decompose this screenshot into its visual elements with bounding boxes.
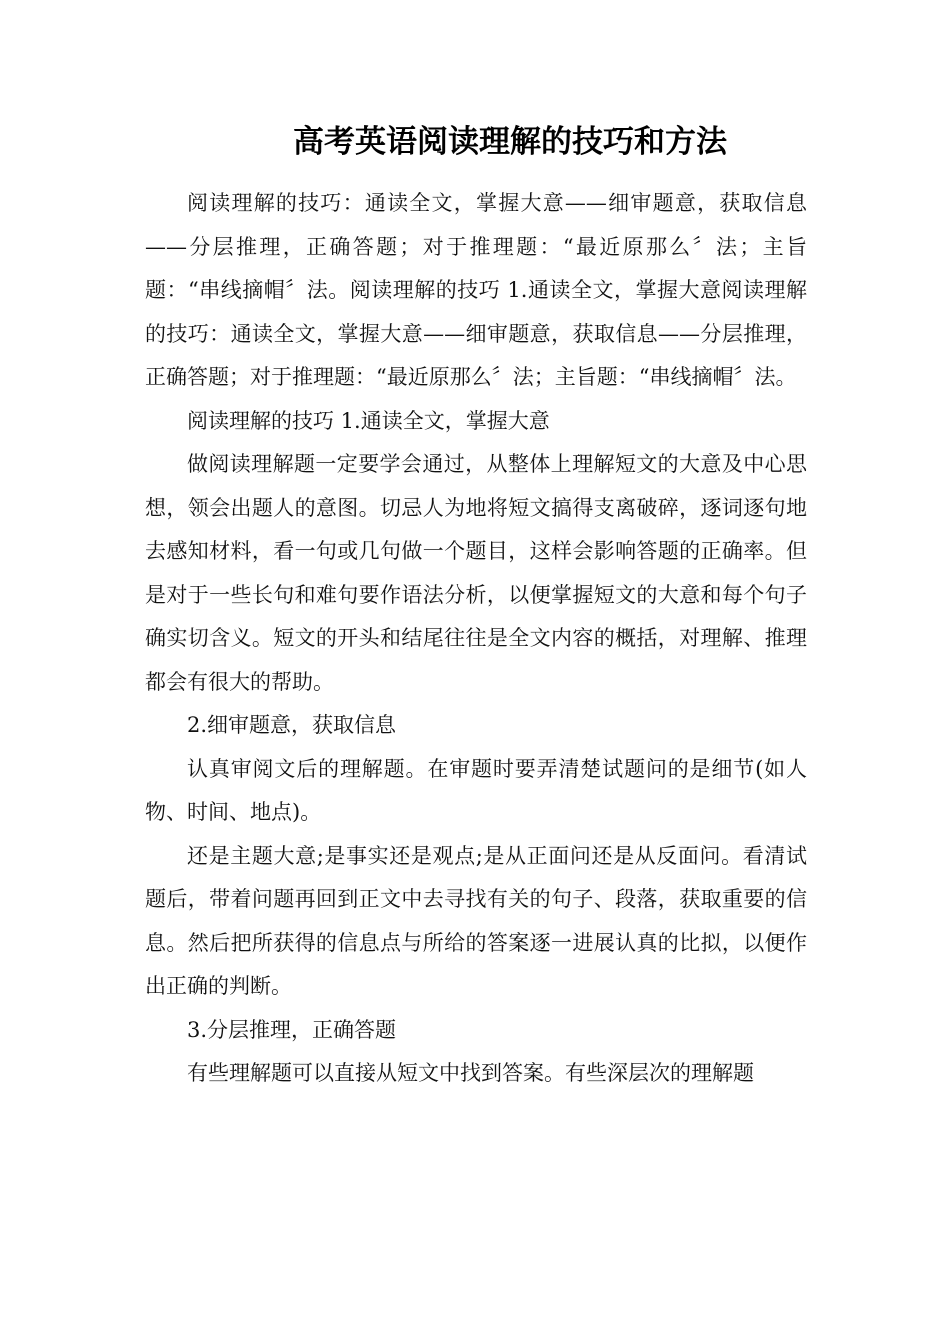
paragraph: 认真审阅文后的理解题。在审题时要弄清楚试题问的是细节(如人物、时间、地点)。	[145, 756, 807, 824]
document-title: 高考英语阅读理解的技巧和方法	[293, 124, 727, 160]
paragraph: 还是主题大意;是事实还是观点;是从正面问还是从反面问。看清试题后，带着问题再回到正文中去寻找有关的句子、段落，获取重要的信息。然后把所获得的信息点与所给的答案逐一进展认真的比拟，以便作出正确的判断。	[145, 843, 807, 998]
paragraph: 阅读理解的技巧 1.通读全文，掌握大意	[187, 408, 550, 433]
paragraph: 2.细审题意，获取信息	[187, 713, 397, 737]
document-body	[145, 182, 807, 1096]
paragraph: 3.分层推理，正确答题	[187, 1017, 397, 1042]
paragraph: 有些理解题可以直接从短文中找到答案。有些深层次的理解题	[187, 1061, 754, 1085]
paragraph: 做阅读理解题一定要学会通过，从整体上理解短文的大意及中心思想，领会出题人的意图。切忌人为地将短文搞得支离破碎，逐词逐句地去感知材料，看一句或几句做一个题目，这样会影响答题的正确率。但是对于一些长句和难句要作语法分析，以便掌握短文的大意和每个句子确实切含义。短文的开头和结尾往往是全文内容的概括，对理解、推理都会有很大的帮助。	[145, 452, 807, 694]
paragraph: 阅读理解的技巧：通读全文，掌握大意——细审题意，获取信息——分层推理，正确答题；对于推理题：“最近原那么〞法；主旨题：“串线摘帽〞法。阅读理解的技巧 1.通读全文，掌握大意阅读理解的技巧：通读全文，掌握大意——细审题意，获取信息——分层推理，正确答题；对于推理题：“最近原那么〞法；主旨题：“串线摘帽〞法。	[145, 191, 807, 389]
